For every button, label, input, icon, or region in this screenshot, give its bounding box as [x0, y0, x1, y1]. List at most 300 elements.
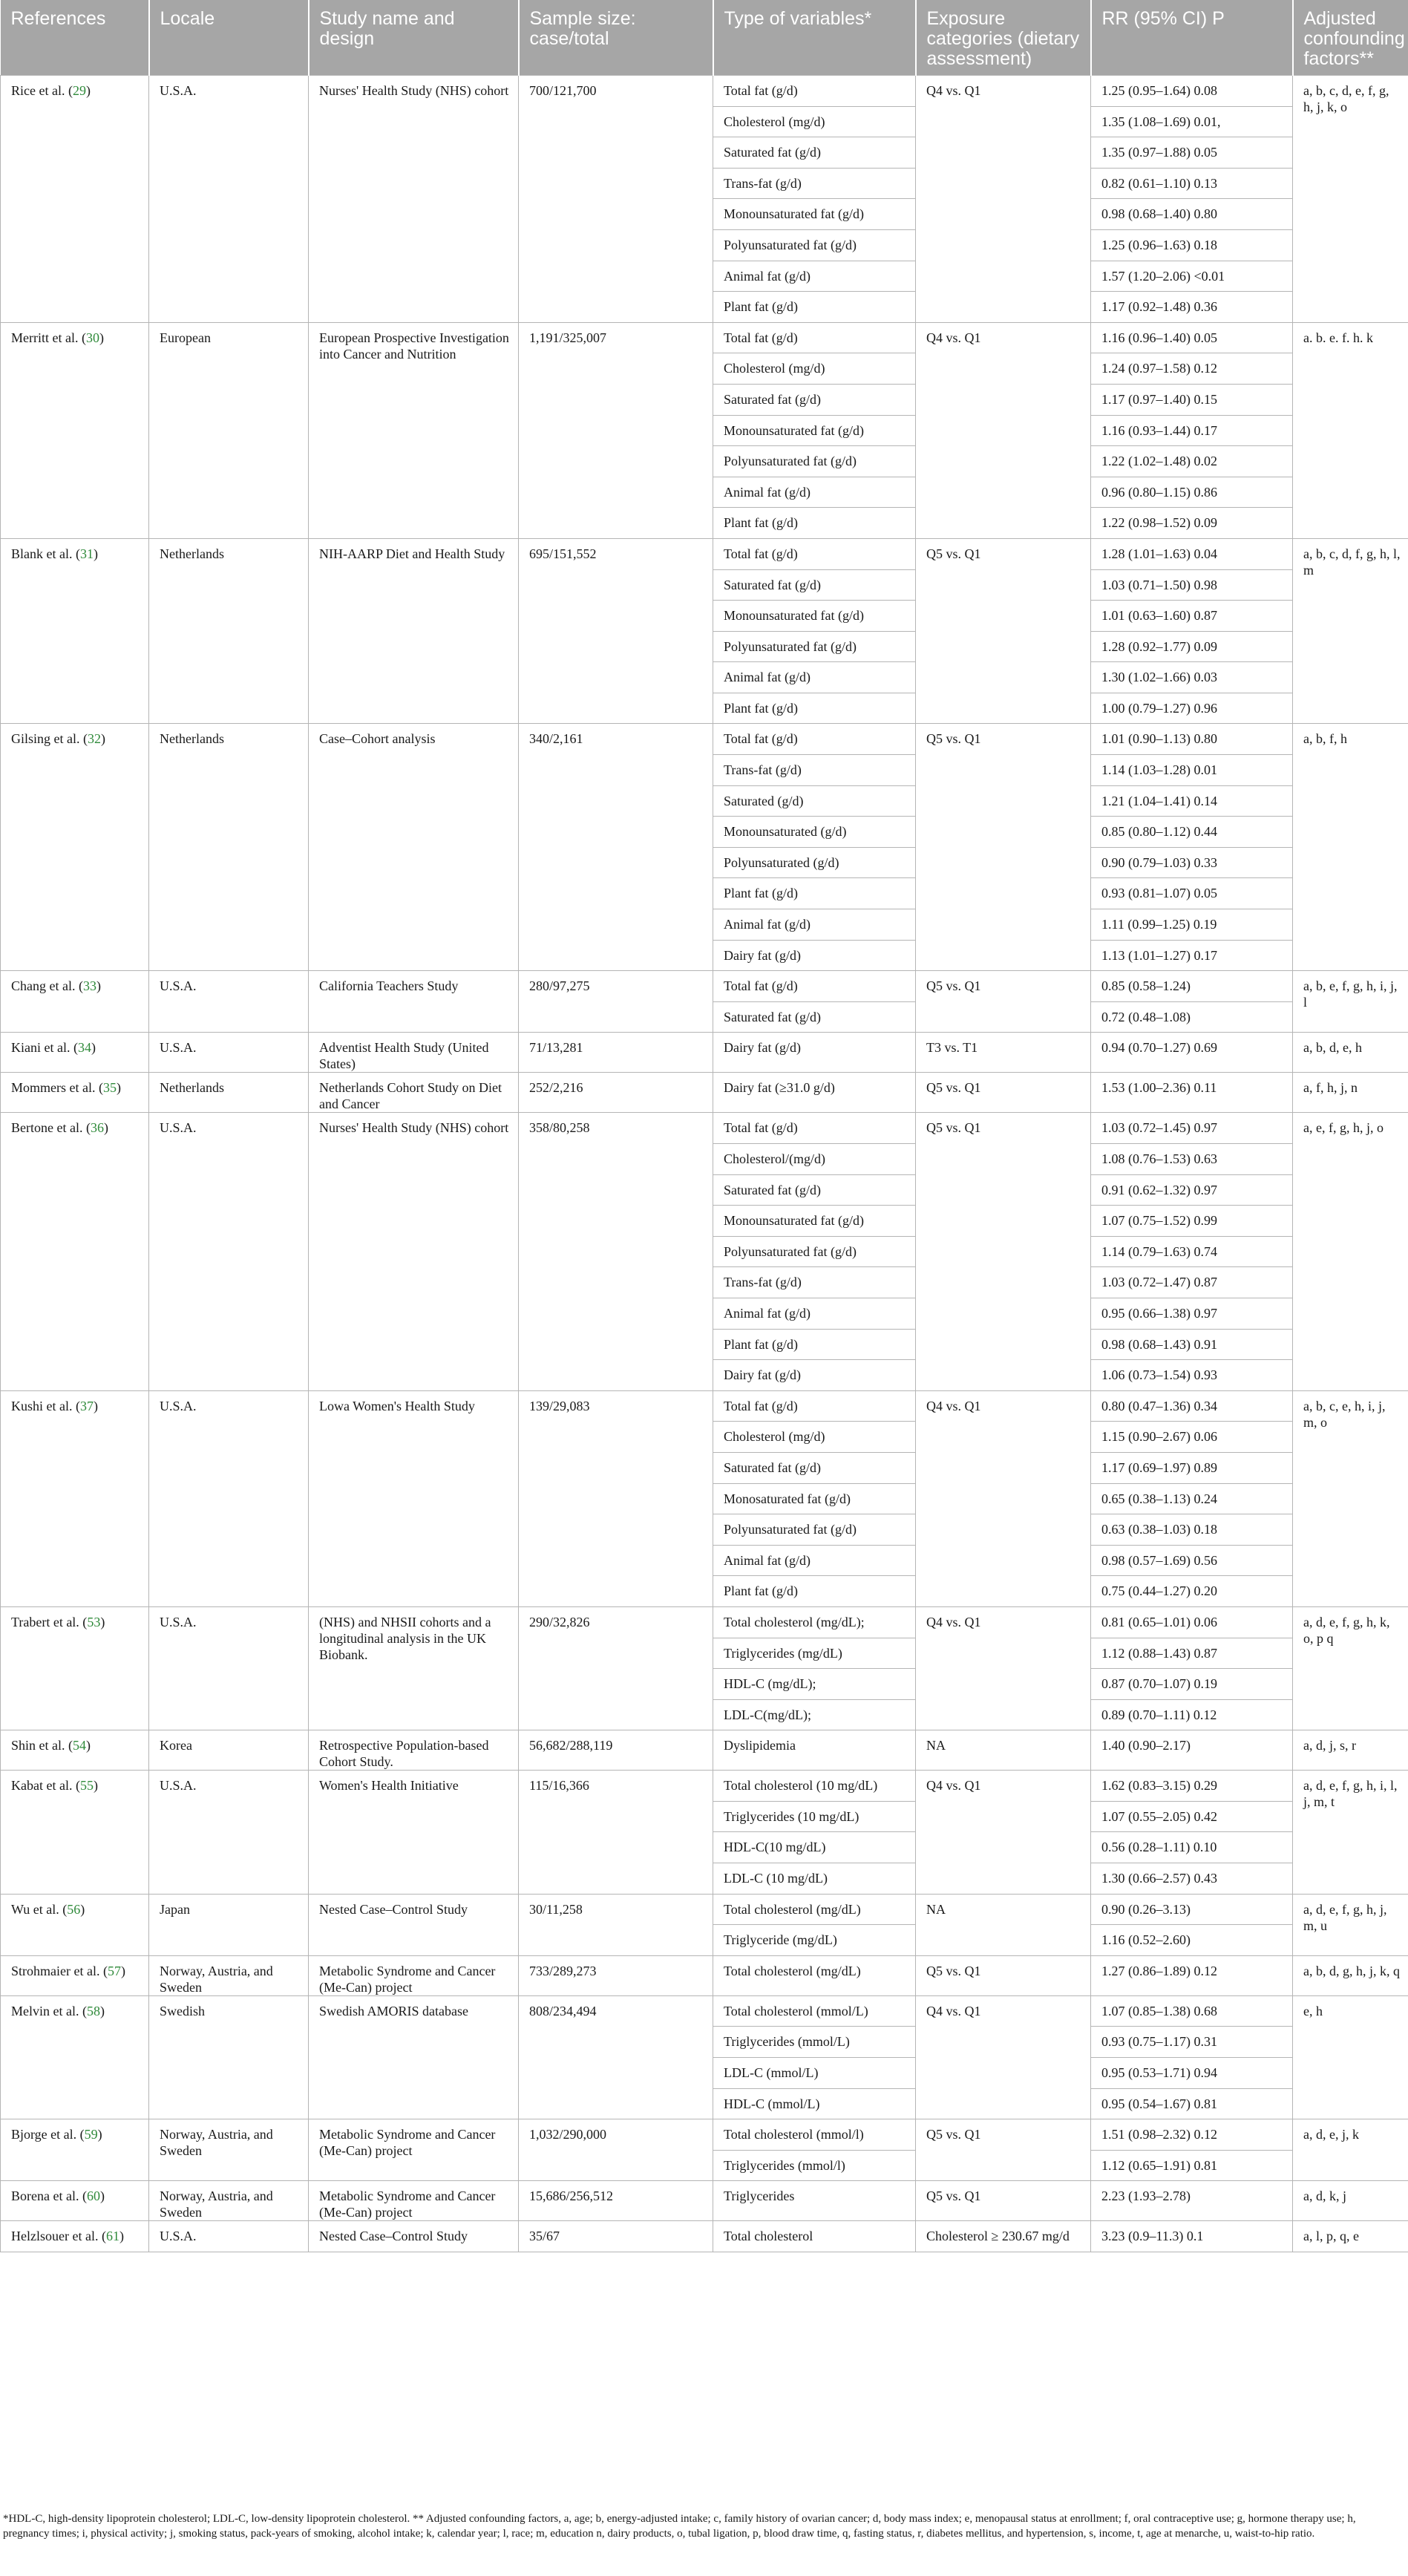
rr-cell: 1.08 (0.76–1.53) 0.63	[1091, 1144, 1293, 1175]
confounders-cell: a, d, j, s, r	[1293, 1730, 1408, 1771]
sample-size-cell: 280/97,275	[519, 971, 713, 1033]
variable-type-cell: Monounsaturated fat (g/d)	[713, 1206, 916, 1237]
col-confounders-header: Adjusted confounding factors**	[1293, 0, 1408, 76]
table-body	[1, 76, 1408, 2252]
reference-cell	[1, 2221, 149, 2252]
author-text: Gilsing et al. (	[11, 731, 88, 747]
locale-cell: Netherlands	[149, 1073, 309, 1113]
design-cell: European Prospective Investigation into Cancer and Nutrition	[309, 322, 519, 538]
citation-close: )	[116, 1080, 121, 1096]
rr-cell: 1.16 (0.52–2.60)	[1091, 1925, 1293, 1956]
variable-type-cell: Monounsaturated (g/d)	[713, 817, 916, 848]
rr-cell: 0.85 (0.80–1.12) 0.44	[1091, 817, 1293, 848]
variable-type-cell: Monounsaturated fat (g/d)	[713, 199, 916, 230]
rr-cell: 0.75 (0.44–1.27) 0.20	[1091, 1576, 1293, 1607]
table-row	[1, 2221, 1408, 2252]
citation-link[interactable]: 31	[79, 546, 94, 561]
locale-cell: U.S.A.	[149, 971, 309, 1033]
design-cell: Women's Health Initiative	[309, 1771, 519, 1894]
variable-type-cell: Total fat (g/d)	[713, 724, 916, 755]
author-text: Kiani et al. (	[11, 1040, 78, 1056]
reference-cell	[1, 76, 149, 323]
variable-type-cell: Plant fat (g/d)	[713, 508, 916, 539]
exposure-cell: Q5 vs. Q1	[916, 1113, 1091, 1390]
exposure-cell: Q4 vs. Q1	[916, 1606, 1091, 1730]
rr-cell: 0.93 (0.75–1.17) 0.31	[1091, 2027, 1293, 2058]
design-cell: Metabolic Syndrome and Cancer (Me-Can) project	[309, 2119, 519, 2181]
citation-link[interactable]: 53	[87, 1614, 101, 1629]
variable-type-cell: Triglycerides (10 mg/dL)	[713, 1801, 916, 1832]
rr-cell: 1.13 (1.01–1.27) 0.17	[1091, 940, 1293, 971]
variable-type-cell: Saturated (g/d)	[713, 785, 916, 817]
variable-type-cell: Saturated fat (g/d)	[713, 137, 916, 169]
variable-type-cell: Animal fat (g/d)	[713, 1298, 916, 1329]
variable-type-cell: Trans-fat (g/d)	[713, 755, 916, 786]
design-cell: Retrospective Population-based Cohort Study.	[309, 1730, 519, 1771]
variable-type-cell: Animal fat (g/d)	[713, 909, 916, 941]
sample-size-cell: 252/2,216	[519, 1073, 713, 1113]
rr-cell: 2.23 (1.93–2.78)	[1091, 2181, 1293, 2221]
header-row	[1, 0, 1408, 76]
col-variable-type-header: Type of variables*	[713, 0, 916, 76]
citation-close: )	[85, 83, 91, 98]
variable-type-cell: Plant fat (g/d)	[713, 1576, 916, 1607]
citation-link[interactable]: 54	[73, 1738, 86, 1753]
variable-type-cell: LDL-C (10 mg/dL)	[713, 1863, 916, 1895]
variable-type-cell: Monounsaturated fat (g/d)	[713, 601, 916, 632]
locale-cell: U.S.A.	[149, 2221, 309, 2252]
variable-type-cell: LDL-C(mg/dL);	[713, 1699, 916, 1730]
table-row	[1, 1730, 1408, 1771]
author-text: Rice et al. (	[11, 83, 73, 98]
citation-link[interactable]: 36	[90, 1120, 104, 1136]
variable-type-cell: Saturated fat (g/d)	[713, 1174, 916, 1206]
design-cell: Lowa Women's Health Study	[309, 1390, 519, 1606]
reference-cell	[1, 1730, 149, 1771]
citation-close: )	[91, 1040, 96, 1056]
reference-cell	[1, 1390, 149, 1606]
rr-cell: 1.07 (0.55–2.05) 0.42	[1091, 1801, 1293, 1832]
reference-cell	[1, 1113, 149, 1390]
variable-type-cell: Total fat (g/d)	[713, 538, 916, 569]
locale-cell: Netherlands	[149, 538, 309, 724]
variable-type-cell: Saturated fat (g/d)	[713, 1452, 916, 1483]
variable-type-cell: Animal fat (g/d)	[713, 1545, 916, 1576]
variable-type-cell: Saturated fat (g/d)	[713, 1001, 916, 1033]
citation-close: )	[93, 1778, 98, 1794]
rr-cell: 0.95 (0.66–1.38) 0.97	[1091, 1298, 1293, 1329]
rr-cell: 0.93 (0.81–1.07) 0.05	[1091, 878, 1293, 909]
citation-link[interactable]: 56	[67, 1901, 81, 1917]
variable-type-cell: Polyunsaturated (g/d)	[713, 847, 916, 878]
confounders-cell: a. b. e. f. h. k	[1293, 322, 1408, 538]
reference-cell	[1, 1771, 149, 1894]
variable-type-cell: Trans-fat (g/d)	[713, 1267, 916, 1298]
confounders-cell: a, b, c, e, h, i, j, m, o	[1293, 1390, 1408, 1606]
variable-type-cell: Cholesterol (mg/d)	[713, 353, 916, 385]
rr-cell: 1.40 (0.90–2.17)	[1091, 1730, 1293, 1771]
exposure-cell: Q4 vs. Q1	[916, 76, 1091, 323]
design-cell: (NHS) and NHSII cohorts and a longitudinal analysis in the UK Biobank.	[309, 1606, 519, 1730]
confounders-cell: a, d, e, f, g, h, i, l, j, m, t	[1293, 1771, 1408, 1894]
variable-type-cell: Dairy fat (g/d)	[713, 940, 916, 971]
author-text: Bjorge et al. (	[11, 2127, 85, 2142]
sample-size-cell: 71/13,281	[519, 1033, 713, 1073]
sample-size-cell: 30/11,258	[519, 1894, 713, 1955]
table-row	[1, 1113, 1408, 1144]
confounders-cell: a, b, f, h	[1293, 724, 1408, 971]
rr-cell: 1.28 (0.92–1.77) 0.09	[1091, 631, 1293, 662]
confounders-cell: a, b, c, d, f, g, h, l, m	[1293, 538, 1408, 724]
citation-link[interactable]: 30	[85, 330, 99, 345]
design-cell: Swedish AMORIS database	[309, 1995, 519, 2119]
table-row	[1, 1390, 1408, 1422]
exposure-cell: Q5 vs. Q1	[916, 1073, 1091, 1113]
exposure-cell: Q5 vs. Q1	[916, 2119, 1091, 2181]
reference-cell	[1, 1955, 149, 1995]
design-cell: Netherlands Cohort Study on Diet and Cancer	[309, 1073, 519, 1113]
variable-type-cell: Animal fat (g/d)	[713, 662, 916, 693]
citation-link[interactable]: 59	[84, 2127, 98, 2142]
confounders-cell: e, h	[1293, 1995, 1408, 2119]
variable-type-cell: Saturated fat (g/d)	[713, 569, 916, 601]
locale-cell: U.S.A.	[149, 1606, 309, 1730]
variable-type-cell: Triglycerides	[713, 2181, 916, 2221]
rr-cell: 1.30 (0.66–2.57) 0.43	[1091, 1863, 1293, 1895]
locale-cell: Swedish	[149, 1995, 309, 2119]
rr-cell: 1.01 (0.90–1.13) 0.80	[1091, 724, 1293, 755]
rr-cell: 1.30 (1.02–1.66) 0.03	[1091, 662, 1293, 693]
rr-cell: 3.23 (0.9–11.3) 0.1	[1091, 2221, 1293, 2252]
confounders-cell: a, e, f, g, h, j, o	[1293, 1113, 1408, 1390]
design-cell: Metabolic Syndrome and Cancer (Me-Can) project	[309, 1955, 519, 1995]
exposure-cell: Q5 vs. Q1	[916, 971, 1091, 1033]
rr-cell: 1.00 (0.79–1.27) 0.96	[1091, 693, 1293, 724]
table-row	[1, 2181, 1408, 2221]
author-text: Shin et al. (	[11, 1738, 73, 1753]
variable-type-cell: Total fat (g/d)	[713, 971, 916, 1002]
citation-link[interactable]: 33	[82, 978, 96, 994]
col-sample-size-header: Sample size: case/total	[519, 0, 713, 76]
rr-cell: 1.06 (0.73–1.54) 0.93	[1091, 1360, 1293, 1391]
variable-type-cell: Monounsaturated fat (g/d)	[713, 415, 916, 446]
rr-cell: 0.80 (0.47–1.36) 0.34	[1091, 1390, 1293, 1422]
author-text: Merritt et al. (	[11, 330, 86, 345]
rr-cell: 1.14 (0.79–1.63) 0.74	[1091, 1236, 1293, 1267]
design-cell: NIH-AARP Diet and Health Study	[309, 538, 519, 724]
reference-cell	[1, 724, 149, 971]
variable-type-cell: Total cholesterol (mmol/l)	[713, 2119, 916, 2151]
citation-close: )	[80, 1901, 85, 1917]
rr-cell: 0.91 (0.62–1.32) 0.97	[1091, 1174, 1293, 1206]
variable-type-cell: Polyunsaturated fat (g/d)	[713, 229, 916, 261]
variable-type-cell: Total fat (g/d)	[713, 1390, 916, 1422]
exposure-cell: Q5 vs. Q1	[916, 1955, 1091, 1995]
table-row	[1, 971, 1408, 1002]
table-row	[1, 1606, 1408, 1638]
sample-size-cell: 1,191/325,007	[519, 322, 713, 538]
table-row	[1, 1995, 1408, 2027]
sample-size-cell: 733/289,273	[519, 1955, 713, 1995]
design-cell: Nested Case–Control Study	[309, 2221, 519, 2252]
reference-cell	[1, 2181, 149, 2221]
rr-cell: 1.03 (0.72–1.45) 0.97	[1091, 1113, 1293, 1144]
reference-cell	[1, 538, 149, 724]
rr-cell: 0.90 (0.79–1.03) 0.33	[1091, 847, 1293, 878]
citation-link[interactable]: 57	[107, 1963, 121, 1978]
rr-cell: 1.57 (1.20–2.06) <0.01	[1091, 261, 1293, 292]
variable-type-cell: Animal fat (g/d)	[713, 477, 916, 508]
reference-cell	[1, 2119, 149, 2181]
citation-link[interactable]: 29	[72, 83, 86, 98]
citation-link[interactable]: 32	[87, 731, 101, 747]
variable-type-cell: Cholesterol/(mg/d)	[713, 1144, 916, 1175]
rr-cell: 0.96 (0.80–1.15) 0.86	[1091, 477, 1293, 508]
col-study-design-header: Study name and design	[309, 0, 519, 76]
rr-cell: 1.03 (0.72–1.47) 0.87	[1091, 1267, 1293, 1298]
design-cell: California Teachers Study	[309, 971, 519, 1033]
rr-cell: 0.98 (0.68–1.40) 0.80	[1091, 199, 1293, 230]
col-exposure-header: Exposure categories (dietary assessment)	[916, 0, 1091, 76]
author-text: Wu et al. (	[11, 1901, 68, 1917]
variable-type-cell: Total fat (g/d)	[713, 76, 916, 107]
citation-close: )	[93, 546, 98, 561]
variable-type-cell: Trans-fat (g/d)	[713, 168, 916, 199]
col-locale-header: Locale	[149, 0, 309, 76]
variable-type-cell: Triglycerides (mmol/l)	[713, 2150, 916, 2181]
rr-cell: 0.98 (0.57–1.69) 0.56	[1091, 1545, 1293, 1576]
rr-cell: 1.07 (0.85–1.38) 0.68	[1091, 1995, 1293, 2027]
sample-size-cell: 35/67	[519, 2221, 713, 2252]
author-text: Kushi et al. (	[11, 1398, 80, 1413]
variable-type-cell: Plant fat (g/d)	[713, 1329, 916, 1360]
variable-type-cell: Triglyceride (mg/dL)	[713, 1925, 916, 1956]
citation-close: )	[103, 1120, 108, 1136]
citation-close: )	[93, 1398, 98, 1413]
rr-cell: 1.17 (0.69–1.97) 0.89	[1091, 1452, 1293, 1483]
locale-cell: U.S.A.	[149, 1033, 309, 1073]
confounders-cell: a, d, e, f, g, h, k, o, p q	[1293, 1606, 1408, 1730]
variable-type-cell: HDL-C (mg/dL);	[713, 1669, 916, 1700]
rr-cell: 1.25 (0.95–1.64) 0.08	[1091, 76, 1293, 107]
citation-close: )	[99, 2188, 105, 2204]
exposure-cell: T3 vs. T1	[916, 1033, 1091, 1073]
confounders-cell: a, f, h, j, n	[1293, 1073, 1408, 1113]
exposure-cell: Q4 vs. Q1	[916, 1995, 1091, 2119]
sample-size-cell: 115/16,366	[519, 1771, 713, 1894]
citation-link[interactable]: 34	[77, 1040, 91, 1056]
citation-link[interactable]: 61	[105, 2229, 119, 2244]
citation-close: )	[100, 731, 105, 747]
rr-cell: 0.82 (0.61–1.10) 0.13	[1091, 168, 1293, 199]
rr-cell: 1.25 (0.96–1.63) 0.18	[1091, 229, 1293, 261]
exposure-cell: Q5 vs. Q1	[916, 724, 1091, 971]
variable-type-cell: Monosaturated fat (g/d)	[713, 1483, 916, 1514]
reference-cell	[1, 322, 149, 538]
rr-cell: 0.89 (0.70–1.11) 0.12	[1091, 1699, 1293, 1730]
locale-cell: U.S.A.	[149, 1390, 309, 1606]
confounders-cell: a, b, e, f, g, h, i, j, l	[1293, 971, 1408, 1033]
locale-cell: Norway, Austria, and Sweden	[149, 2181, 309, 2221]
table-row	[1, 538, 1408, 569]
rr-cell: 0.72 (0.48–1.08)	[1091, 1001, 1293, 1033]
locale-cell: U.S.A.	[149, 1113, 309, 1390]
confounders-cell: a, l, p, q, e	[1293, 2221, 1408, 2252]
reference-cell	[1, 1033, 149, 1073]
rr-cell: 0.87 (0.70–1.07) 0.19	[1091, 1669, 1293, 1700]
variable-type-cell: Total cholesterol (10 mg/dL)	[713, 1771, 916, 1802]
sample-size-cell: 695/151,552	[519, 538, 713, 724]
rr-cell: 1.16 (0.93–1.44) 0.17	[1091, 415, 1293, 446]
rr-cell: 1.28 (1.01–1.63) 0.04	[1091, 538, 1293, 569]
sample-size-cell: 808/234,494	[519, 1995, 713, 2119]
confounders-cell: a, b, d, g, h, j, k, q	[1293, 1955, 1408, 1995]
confounders-cell: a, d, e, f, g, h, j, m, u	[1293, 1894, 1408, 1955]
variable-type-cell: Polyunsaturated fat (g/d)	[713, 631, 916, 662]
reference-cell	[1, 1606, 149, 1730]
variable-type-cell: Plant fat (g/d)	[713, 878, 916, 909]
exposure-cell: Cholesterol ≥ 230.67 mg/d	[916, 2221, 1091, 2252]
variable-type-cell: Triglycerides (mmol/L)	[713, 2027, 916, 2058]
variable-type-cell: Cholesterol (mg/d)	[713, 1422, 916, 1453]
rr-cell: 1.22 (1.02–1.48) 0.02	[1091, 446, 1293, 477]
rr-cell: 1.15 (0.90–2.67) 0.06	[1091, 1422, 1293, 1453]
locale-cell: U.S.A.	[149, 1771, 309, 1894]
rr-cell: 0.56 (0.28–1.11) 0.10	[1091, 1832, 1293, 1863]
rr-cell: 1.24 (0.97–1.58) 0.12	[1091, 353, 1293, 385]
confounders-cell: a, d, k, j	[1293, 2181, 1408, 2221]
variable-type-cell: Dyslipidemia	[713, 1730, 916, 1771]
citation-link[interactable]: 37	[79, 1398, 94, 1413]
variable-type-cell: Total cholesterol (mg/dL);	[713, 1606, 916, 1638]
confounders-cell: a, b, c, d, e, f, g, h, j, k, o	[1293, 76, 1408, 323]
col-rr-header: RR (95% CI) P	[1091, 0, 1293, 76]
sample-size-cell: 290/32,826	[519, 1606, 713, 1730]
table-row	[1, 1771, 1408, 1802]
author-text: Trabert et al. (	[11, 1614, 88, 1629]
reference-cell	[1, 1894, 149, 1955]
rr-cell: 1.21 (1.04–1.41) 0.14	[1091, 785, 1293, 817]
citation-close: )	[99, 2003, 105, 2018]
author-text: Bertone et al. (	[11, 1120, 91, 1136]
author-text: Blank et al. (	[11, 546, 80, 561]
variable-type-cell: Dairy fat (≥31.0 g/d)	[713, 1073, 916, 1113]
sample-size-cell: 56,682/288,119	[519, 1730, 713, 1771]
table-row	[1, 1894, 1408, 1925]
design-cell: Nurses' Health Study (NHS) cohort	[309, 76, 519, 323]
reference-cell	[1, 971, 149, 1033]
variable-type-cell: Total cholesterol (mg/dL)	[713, 1894, 916, 1925]
citation-close: )	[120, 1963, 125, 1978]
rr-cell: 0.90 (0.26–3.13)	[1091, 1894, 1293, 1925]
exposure-cell: Q5 vs. Q1	[916, 538, 1091, 724]
rr-cell: 0.95 (0.53–1.71) 0.94	[1091, 2058, 1293, 2089]
table-row	[1, 322, 1408, 353]
rr-cell: 1.17 (0.97–1.40) 0.15	[1091, 384, 1293, 415]
variable-type-cell: Polyunsaturated fat (g/d)	[713, 446, 916, 477]
table-row	[1, 1073, 1408, 1113]
rr-cell: 0.94 (0.70–1.27) 0.69	[1091, 1033, 1293, 1073]
variable-type-cell: Triglycerides (mg/dL)	[713, 1638, 916, 1669]
table-row	[1, 724, 1408, 755]
author-text: Helzlsouer et al. (	[11, 2229, 106, 2244]
table-row	[1, 2119, 1408, 2151]
author-text: Mommers et al. (	[11, 1080, 103, 1096]
col-references-header: References	[1, 0, 149, 76]
rr-cell: 1.17 (0.92–1.48) 0.36	[1091, 292, 1293, 323]
rr-cell: 1.03 (0.71–1.50) 0.98	[1091, 569, 1293, 601]
sample-size-cell: 340/2,161	[519, 724, 713, 971]
rr-cell: 1.16 (0.96–1.40) 0.05	[1091, 322, 1293, 353]
variable-type-cell: HDL-C(10 mg/dL)	[713, 1832, 916, 1863]
variable-type-cell: Animal fat (g/d)	[713, 261, 916, 292]
variable-type-cell: HDL-C (mmol/L)	[713, 2088, 916, 2119]
exposure-cell: Q4 vs. Q1	[916, 322, 1091, 538]
variable-type-cell: Plant fat (g/d)	[713, 693, 916, 724]
design-cell: Case–Cohort analysis	[309, 724, 519, 971]
locale-cell: Norway, Austria, and Sweden	[149, 1955, 309, 1995]
citation-close: )	[86, 1738, 91, 1753]
variable-type-cell: Total cholesterol (mg/dL)	[713, 1955, 916, 1995]
sample-size-cell: 358/80,258	[519, 1113, 713, 1390]
rr-cell: 0.95 (0.54–1.67) 0.81	[1091, 2088, 1293, 2119]
exposure-cell: Q4 vs. Q1	[916, 1390, 1091, 1606]
rr-cell: 1.12 (0.88–1.43) 0.87	[1091, 1638, 1293, 1669]
footnote: *HDL-C, high-density lipoprotein cholesterol; LDL-C, low-density lipoprotein cholesterol. ** Adjusted confounding factors, a, age; b, energy-adjusted intake; c, family history of ovarian cancer; d, body mass index; e, menopausal status at enrollment; f, oral contraceptive use; g, hormone therapy use; h, pregnancy times; i, physical activity; j, smoking status, pack-years of smoking, alcohol intake; k, calendar year; l, race; m, education n, dairy products, o, tubal ligation, p, blood draw time, q, fasting status, r, diabetes mellitus, and hypertension, s, income, t, age at menarche, u, waist-to-hip ratio.	[3, 2513, 1356, 2540]
exposure-cell: Q4 vs. Q1	[916, 1771, 1091, 1894]
exposure-cell: NA	[916, 1730, 1091, 1771]
exposure-cell: Q5 vs. Q1	[916, 2181, 1091, 2221]
sample-size-cell: 139/29,083	[519, 1390, 713, 1606]
table-row	[1, 76, 1408, 107]
rr-cell: 0.81 (0.65–1.01) 0.06	[1091, 1606, 1293, 1638]
citation-link[interactable]: 60	[86, 2188, 100, 2204]
rr-cell: 1.53 (1.00–2.36) 0.11	[1091, 1073, 1293, 1113]
variable-type-cell: Plant fat (g/d)	[713, 292, 916, 323]
citation-link[interactable]: 35	[102, 1080, 117, 1096]
locale-cell: U.S.A.	[149, 76, 309, 323]
rr-cell: 1.62 (0.83–3.15) 0.29	[1091, 1771, 1293, 1802]
table-row	[1, 1033, 1408, 1073]
rr-cell: 1.51 (0.98–2.32) 0.12	[1091, 2119, 1293, 2151]
locale-cell: Norway, Austria, and Sweden	[149, 2119, 309, 2181]
citation-link[interactable]: 58	[86, 2003, 100, 2018]
reference-cell	[1, 1073, 149, 1113]
confounders-cell: a, b, d, e, h	[1293, 1033, 1408, 1073]
citation-close: )	[99, 330, 104, 345]
rr-cell: 1.01 (0.63–1.60) 0.87	[1091, 601, 1293, 632]
citation-link[interactable]: 55	[79, 1778, 94, 1794]
author-text: Melvin et al. (	[11, 2003, 87, 2018]
rr-cell: 1.27 (0.86–1.89) 0.12	[1091, 1955, 1293, 1995]
variable-type-cell: Cholesterol (mg/d)	[713, 106, 916, 137]
citation-close: )	[100, 1614, 105, 1629]
design-cell: Adventist Health Study (United States)	[309, 1033, 519, 1073]
table-row	[1, 1955, 1408, 1995]
rr-cell: 1.12 (0.65–1.91) 0.81	[1091, 2150, 1293, 2181]
rr-cell: 1.14 (1.03–1.28) 0.01	[1091, 755, 1293, 786]
exposure-cell: NA	[916, 1894, 1091, 1955]
locale-cell: Netherlands	[149, 724, 309, 971]
variable-type-cell: LDL-C (mmol/L)	[713, 2058, 916, 2089]
variable-type-cell: Total fat (g/d)	[713, 1113, 916, 1144]
locale-cell: Japan	[149, 1894, 309, 1955]
sample-size-cell: 1,032/290,000	[519, 2119, 713, 2181]
rr-cell: 0.65 (0.38–1.13) 0.24	[1091, 1483, 1293, 1514]
locale-cell: European	[149, 322, 309, 538]
confounders-cell: a, d, e, j, k	[1293, 2119, 1408, 2181]
rr-cell: 1.11 (0.99–1.25) 0.19	[1091, 909, 1293, 941]
